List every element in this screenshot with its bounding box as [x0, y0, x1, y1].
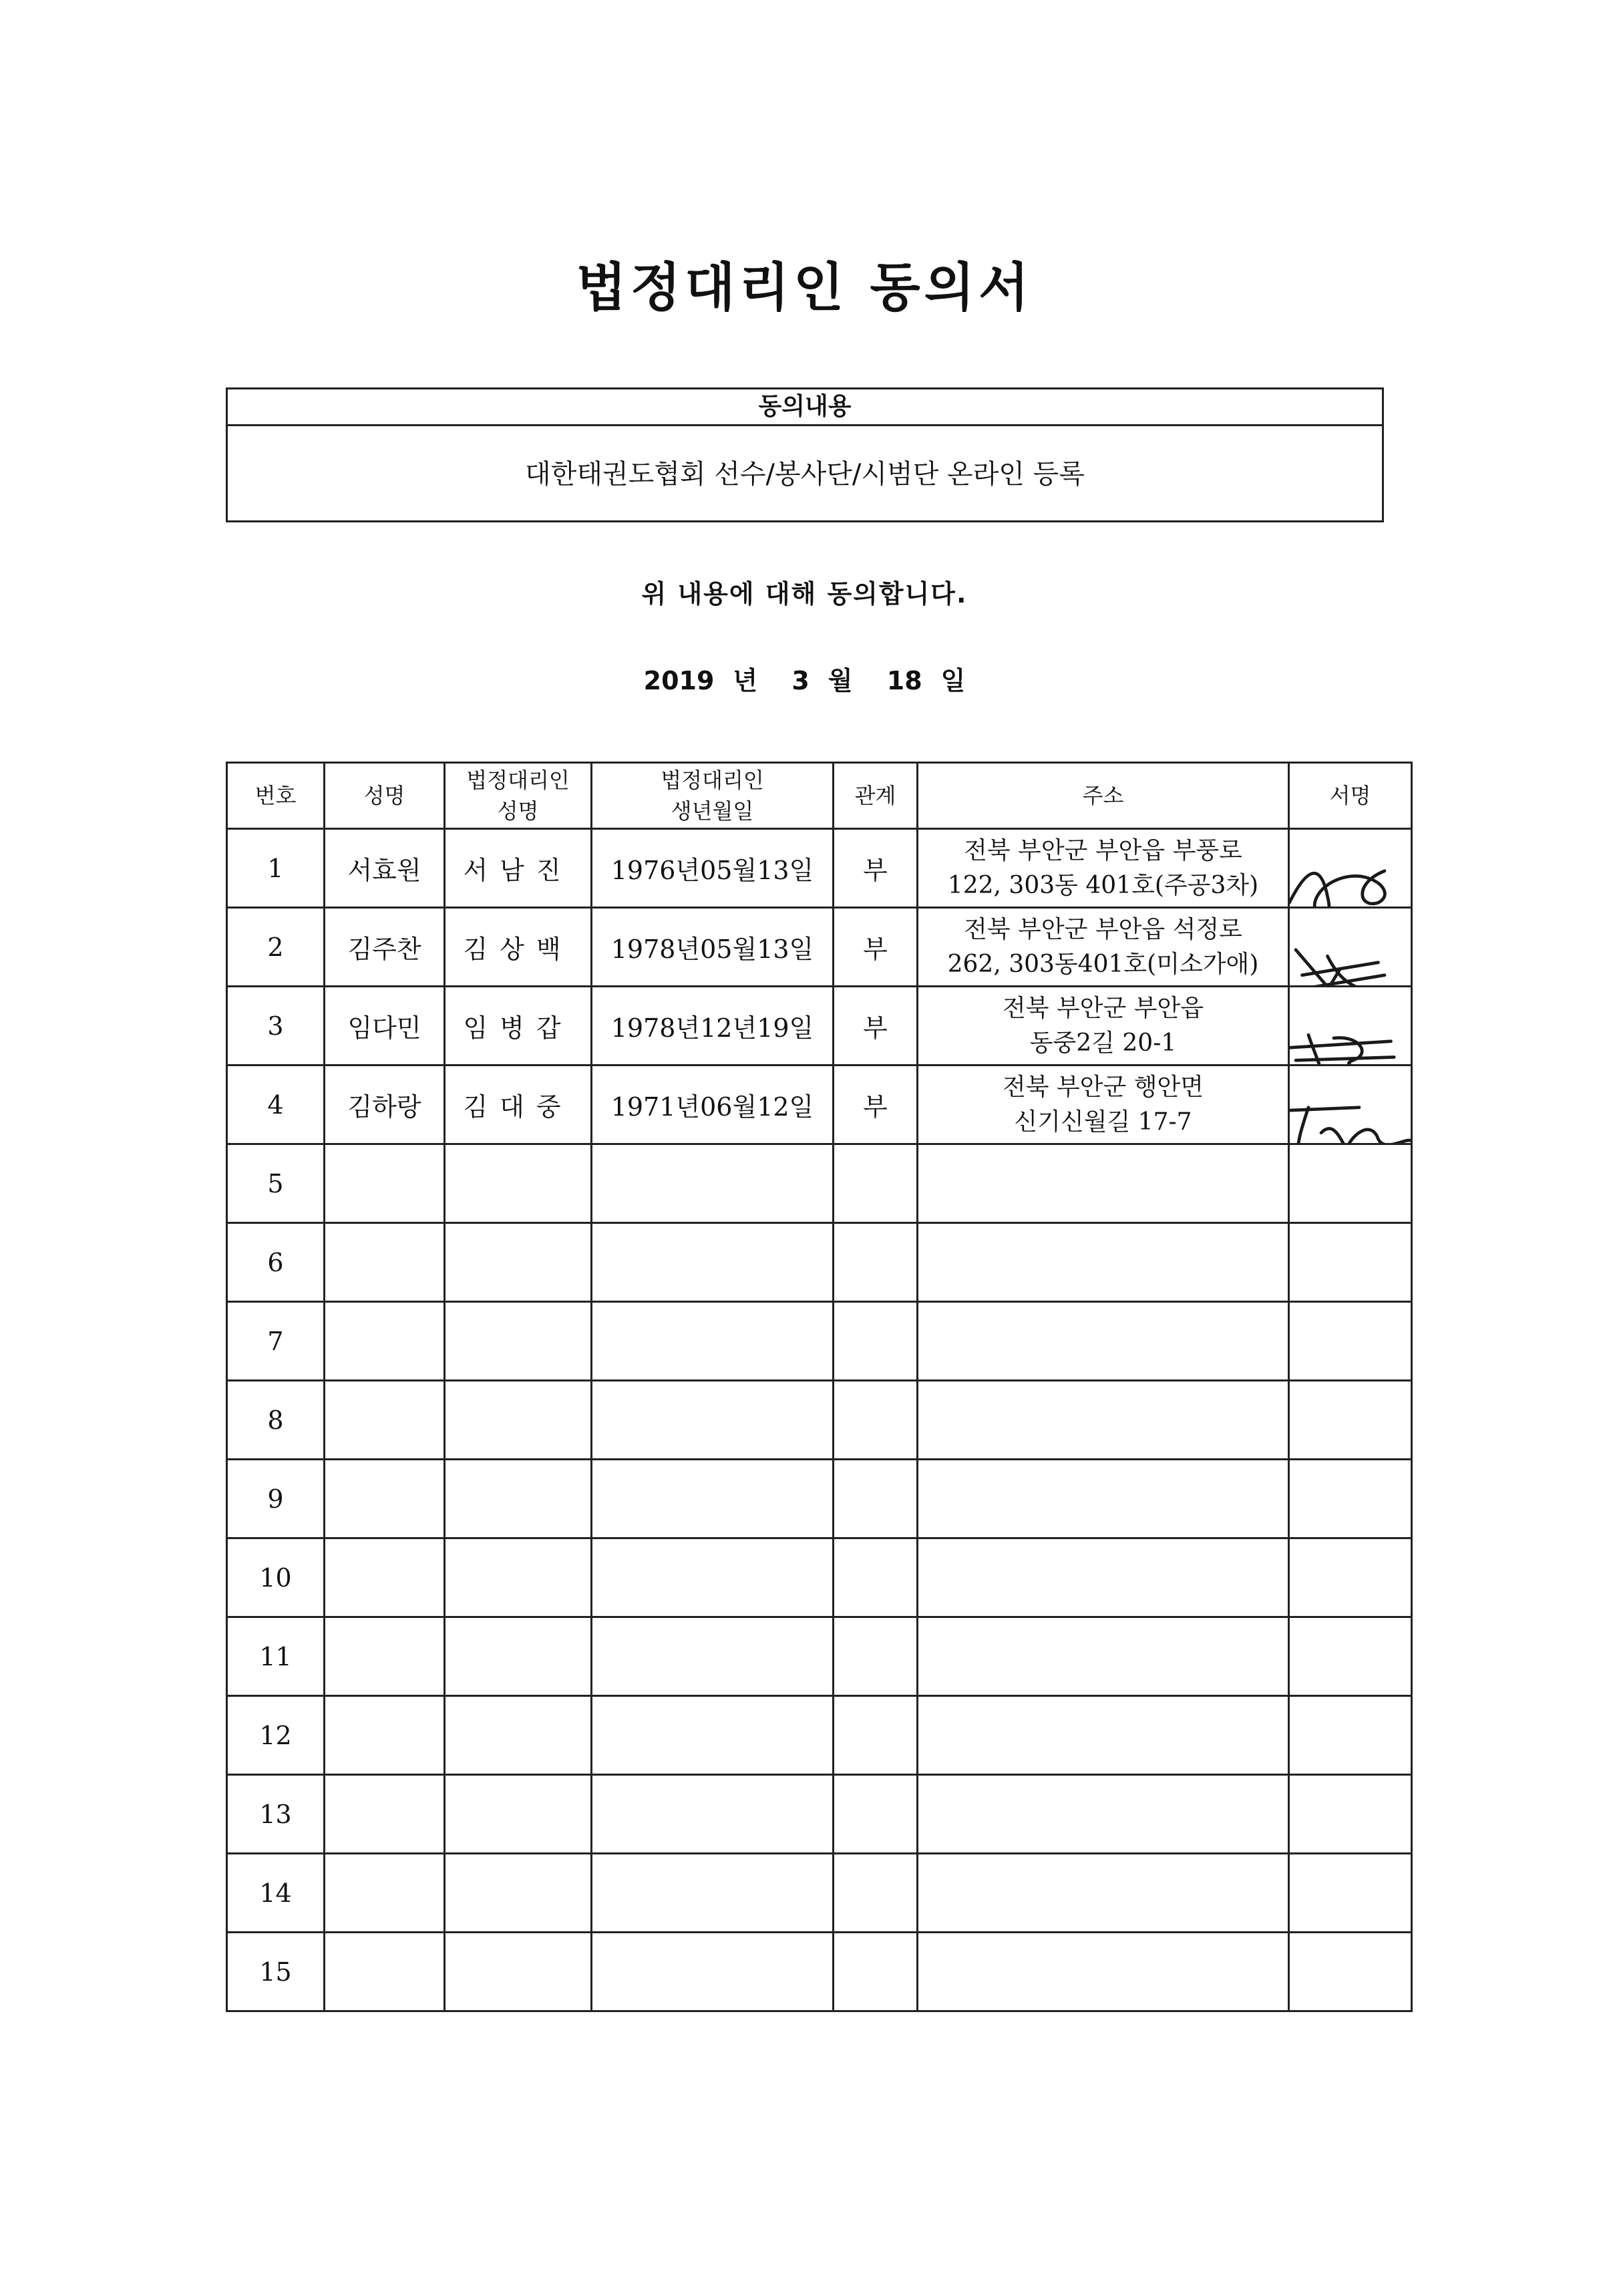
cell-signature: [1289, 1223, 1412, 1302]
cell-guardian-name: [445, 1775, 592, 1854]
cell-relation: [834, 1144, 918, 1223]
cell-relation: 부: [834, 829, 918, 908]
cell-relation: [834, 1854, 918, 1933]
address-line1: 전북 부안군 부안읍: [1002, 994, 1204, 1022]
cell-relation: 부: [834, 987, 918, 1065]
table-header-row: [227, 763, 1412, 829]
cell-guardian-birth: [592, 1460, 834, 1538]
table-row: [227, 1065, 1412, 1144]
cell-name: 김주찬: [325, 908, 445, 987]
cell-signature: [1289, 1617, 1412, 1696]
cell-address: [918, 1933, 1289, 2011]
cell-address: [918, 1617, 1289, 1696]
cell-guardian-name: [445, 1223, 592, 1302]
header-address: 주소: [918, 763, 1289, 829]
cell-name: [325, 1775, 445, 1854]
table-row: [227, 1854, 1412, 1933]
cell-address: [918, 1302, 1289, 1381]
cell-relation: 부: [834, 908, 918, 987]
cell-relation: [834, 1775, 918, 1854]
table-row: [227, 1223, 1412, 1302]
cell-name: [325, 1538, 445, 1617]
table-row: [227, 829, 1412, 908]
table-row: [227, 1302, 1412, 1381]
table-row: [227, 1381, 1412, 1460]
cell-guardian-name: 서남진: [445, 829, 592, 908]
cell-no: 1: [227, 829, 325, 908]
cell-name: [325, 1223, 445, 1302]
cell-signature: [1289, 1933, 1412, 2011]
cell-address: [918, 1223, 1289, 1302]
address-line2: 동중2길 20-1: [1029, 1029, 1177, 1057]
cell-signature: [1289, 1696, 1412, 1775]
cell-relation: [834, 1617, 918, 1696]
cell-guardian-name: [445, 1538, 592, 1617]
date-day: 18: [886, 666, 922, 695]
cell-signature: [1289, 1381, 1412, 1460]
cell-guardian-name: 임병갑: [445, 987, 592, 1065]
table-row: [227, 1460, 1412, 1538]
cell-address: [918, 1854, 1289, 1933]
cell-relation: [834, 1538, 918, 1617]
table-row: [227, 1538, 1412, 1617]
cell-address: [918, 829, 1289, 908]
cell-name: [325, 1854, 445, 1933]
date-year-unit: 년: [733, 666, 758, 695]
date-month-unit: 월: [828, 666, 853, 695]
cell-relation: [834, 1933, 918, 2011]
guardian-consent-table: [226, 762, 1413, 2012]
cell-address: [918, 1538, 1289, 1617]
cell-guardian-birth: 1978년12년19일: [592, 987, 834, 1065]
date-month: 3: [791, 666, 810, 695]
cell-name: [325, 1381, 445, 1460]
cell-relation: [834, 1302, 918, 1381]
cell-address: [918, 1065, 1289, 1144]
cell-guardian-birth: [592, 1933, 834, 2011]
consent-section: [226, 387, 1384, 522]
cell-no: 4: [227, 1065, 325, 1144]
header-guardian-name: [445, 763, 592, 829]
cell-relation: 부: [834, 1065, 918, 1144]
consent-content: 대한태권도협회 선수/봉사단/시범단 온라인 등록: [525, 459, 1085, 490]
cell-guardian-name: [445, 1460, 592, 1538]
cell-signature: [1289, 1538, 1412, 1617]
table-row: [227, 1696, 1412, 1775]
table-row: [227, 1617, 1412, 1696]
cell-address: [918, 1696, 1289, 1775]
cell-signature: [1289, 1144, 1412, 1223]
cell-guardian-birth: [592, 1696, 834, 1775]
cell-guardian-birth: 1978년05월13일: [592, 908, 834, 987]
address-line2: 신기신월길 17-7: [1014, 1108, 1192, 1136]
cell-guardian-name: 김대중: [445, 1065, 592, 1144]
document-title: 법정대리인 동의서: [576, 258, 1033, 318]
table-row: [227, 987, 1412, 1065]
header-signature: 서명: [1289, 763, 1412, 829]
table-row: [227, 1775, 1412, 1854]
consent-date: [0, 660, 1609, 697]
address-line2: 262, 303동401호(미소가애): [947, 950, 1259, 978]
cell-guardian-name: 김상백: [445, 908, 592, 987]
cell-guardian-name: [445, 1696, 592, 1775]
cell-name: [325, 1460, 445, 1538]
header-guardian-birth-line1: 법정대리인: [661, 768, 764, 793]
cell-address: [918, 1144, 1289, 1223]
cell-name: [325, 1933, 445, 2011]
cell-guardian-name: [445, 1617, 592, 1696]
table-body: [227, 829, 1412, 2011]
cell-relation: [834, 1381, 918, 1460]
cell-no: 9: [227, 1460, 325, 1538]
cell-name: [325, 1696, 445, 1775]
cell-guardian-birth: [592, 1538, 834, 1617]
cell-signature: [1289, 1460, 1412, 1538]
cell-no: 3: [227, 987, 325, 1065]
cell-relation: [834, 1223, 918, 1302]
cell-address: [918, 1381, 1289, 1460]
cell-guardian-birth: 1971년06월12일: [592, 1065, 834, 1144]
cell-relation: [834, 1460, 918, 1538]
header-no: 번호: [227, 763, 325, 829]
cell-guardian-name: [445, 1302, 592, 1381]
header-guardian-birth-line2: 생년월일: [671, 798, 754, 824]
cell-signature: [1289, 1775, 1412, 1854]
cell-address: [918, 1460, 1289, 1538]
agreement-statement: 위 내용에 대해 동의합니다.: [641, 579, 968, 609]
cell-no: 7: [227, 1302, 325, 1381]
cell-no: 13: [227, 1775, 325, 1854]
cell-name: 김하랑: [325, 1065, 445, 1144]
cell-signature: [1289, 1302, 1412, 1381]
cell-name: [325, 1617, 445, 1696]
cell-guardian-birth: [592, 1381, 834, 1460]
cell-guardian-birth: [592, 1302, 834, 1381]
cell-address: [918, 987, 1289, 1065]
cell-no: 5: [227, 1144, 325, 1223]
cell-guardian-birth: [592, 1223, 834, 1302]
cell-no: 12: [227, 1696, 325, 1775]
cell-guardian-birth: [592, 1617, 834, 1696]
consent-heading: 동의내용: [228, 389, 1382, 426]
cell-no: 15: [227, 1933, 325, 2011]
cell-signature: [1289, 987, 1412, 1065]
cell-no: 2: [227, 908, 325, 987]
cell-guardian-birth: [592, 1144, 834, 1223]
cell-address: [918, 908, 1289, 987]
cell-no: 11: [227, 1617, 325, 1696]
cell-no: 10: [227, 1538, 325, 1617]
header-relation: 관계: [834, 763, 918, 829]
cell-signature: [1289, 829, 1412, 908]
header-guardian-name-line2: 성명: [497, 798, 539, 824]
address-line1: 전북 부안군 부안읍 석정로: [964, 915, 1242, 943]
cell-name: 서효원: [325, 829, 445, 908]
address-line1: 전북 부안군 부안읍 부풍로: [964, 836, 1242, 864]
cell-name: 임다민: [325, 987, 445, 1065]
cell-guardian-name: [445, 1144, 592, 1223]
cell-name: [325, 1302, 445, 1381]
date-year: 2019: [643, 666, 715, 695]
cell-guardian-birth: 1976년05월13일: [592, 829, 834, 908]
table-row: [227, 1933, 1412, 2011]
date-day-unit: 일: [940, 666, 966, 695]
cell-no: 8: [227, 1381, 325, 1460]
cell-guardian-name: [445, 1381, 592, 1460]
header-guardian-name-line1: 법정대리인: [466, 768, 570, 793]
table-row: [227, 908, 1412, 987]
cell-guardian-birth: [592, 1775, 834, 1854]
cell-guardian-name: [445, 1854, 592, 1933]
cell-relation: [834, 1696, 918, 1775]
header-name: 성명: [325, 763, 445, 829]
cell-signature: [1289, 1065, 1412, 1144]
cell-signature: [1289, 908, 1412, 987]
cell-name: [325, 1144, 445, 1223]
cell-address: [918, 1775, 1289, 1854]
cell-no: 6: [227, 1223, 325, 1302]
address-line1: 전북 부안군 행안면: [1002, 1073, 1204, 1101]
cell-guardian-birth: [592, 1854, 834, 1933]
cell-no: 14: [227, 1854, 325, 1933]
header-guardian-birth: [592, 763, 834, 829]
address-line2: 122, 303동 401호(주공3차): [947, 871, 1259, 899]
table-row: [227, 1144, 1412, 1223]
cell-guardian-name: [445, 1933, 592, 2011]
cell-signature: [1289, 1854, 1412, 1933]
